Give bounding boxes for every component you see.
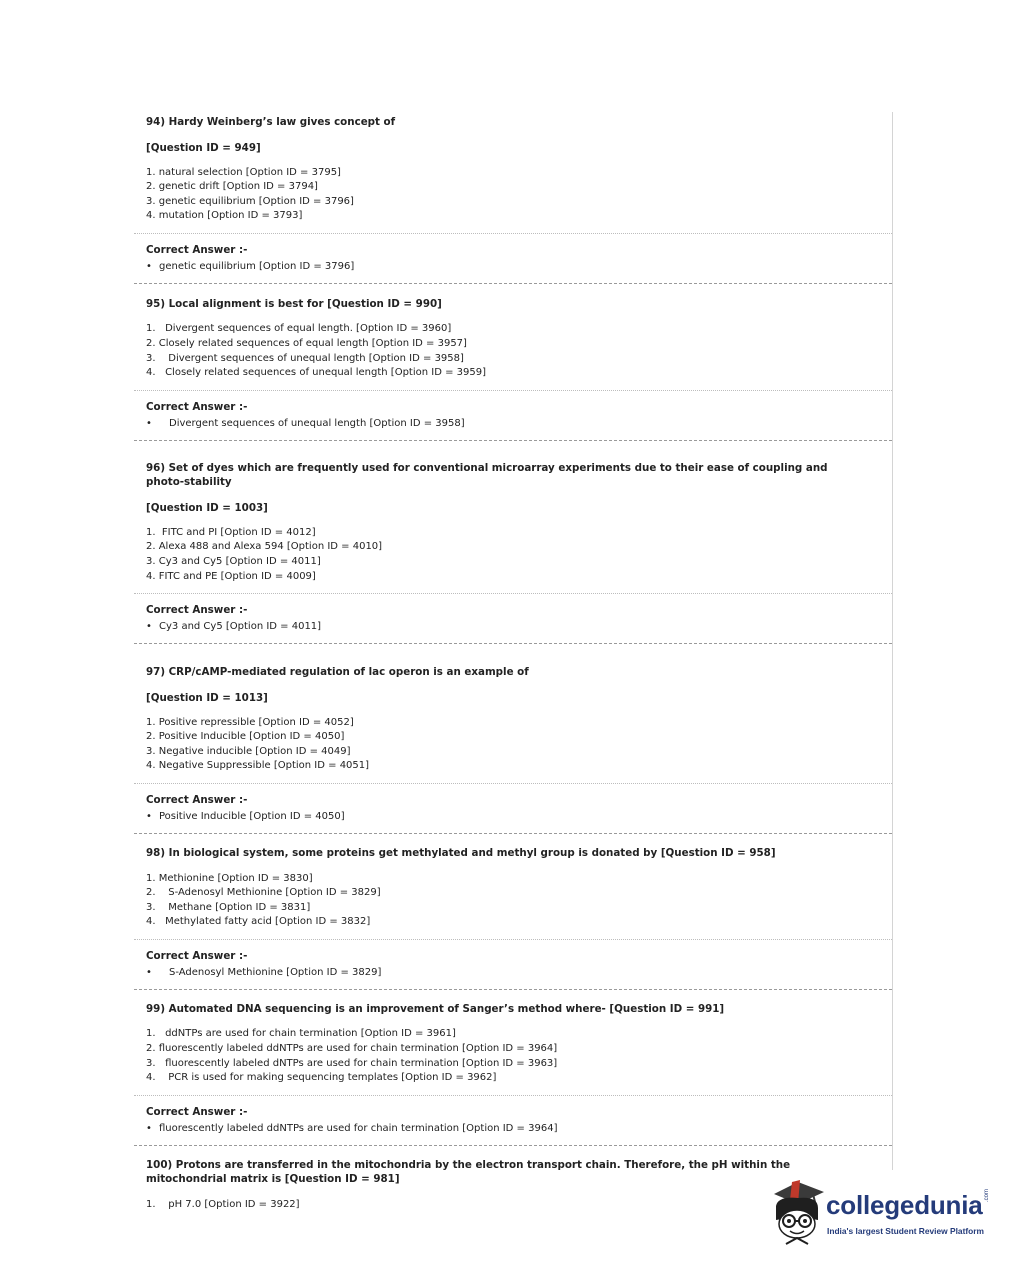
option-item: 3. genetic equilibrium [Option ID = 3796]	[146, 195, 354, 207]
question-text: 95) Local alignment is best for [Question ID = 990]	[146, 297, 442, 310]
correct-answer-97	[134, 784, 892, 834]
question-99	[134, 990, 892, 1096]
option-list	[146, 166, 880, 233]
option-list	[146, 322, 880, 389]
correct-answer-text: • genetic equilibrium [Option ID = 3796]	[146, 260, 355, 272]
option-list	[146, 872, 880, 939]
correct-answer-label: Correct Answer :-	[146, 604, 248, 617]
question-96	[134, 441, 892, 594]
option-item: 4. PCR is used for making sequencing templates [Option ID = 3962]	[146, 1072, 497, 1084]
bullet-icon: •	[146, 417, 152, 429]
question-text: 98) In biological system, some proteins get methylated and methyl group is donated by [Question ID = 958]	[146, 847, 776, 859]
option-item: 1. Positive repressible [Option ID = 4052]	[146, 716, 354, 728]
correct-answer-label: Correct Answer :-	[146, 794, 248, 806]
question-98	[134, 834, 892, 940]
question-sheet	[134, 112, 893, 1210]
correct-answer-label: Correct Answer :-	[146, 1105, 248, 1118]
correct-answer-98	[134, 940, 892, 990]
question-text: 99) Automated DNA sequencing is an improvement of Sanger’s method where- [Question ID = 991]	[146, 1002, 725, 1015]
option-item: 1. FITC and PI [Option ID = 4012]	[146, 526, 316, 538]
bullet-icon: •	[146, 1122, 152, 1134]
brand-tagline: India's largest Student Review Platform	[827, 1226, 984, 1236]
option-item: 2. Positive Inducible [Option ID = 4050]	[146, 731, 345, 743]
correct-answer-95	[134, 391, 892, 441]
question-id: [Question ID = 1003]	[146, 501, 268, 514]
option-item: 1. ddNTPs are used for chain termination [Option ID = 3961]	[146, 1028, 456, 1040]
option-list	[146, 716, 880, 783]
bullet-icon: •	[146, 621, 152, 633]
correct-answer-94	[134, 234, 892, 284]
option-item: 3. Cy3 and Cy5 [Option ID = 4011]	[146, 555, 321, 567]
option-list	[146, 1027, 880, 1094]
option-list	[146, 526, 880, 593]
option-item: 4. Negative Suppressible [Option ID = 4051]	[146, 760, 370, 772]
option-item: 2. Alexa 488 and Alexa 594 [Option ID = 4010]	[146, 541, 383, 553]
option-item: 3. Methane [Option ID = 3831]	[146, 901, 311, 913]
correct-answer-text: • fluorescently labeled ddNTPs are used for chain termination [Option ID = 3964]	[146, 1122, 558, 1134]
bullet-icon: •	[146, 966, 152, 978]
collegedunia-logo[interactable]	[768, 1176, 998, 1250]
question-97	[134, 644, 892, 784]
correct-answer-96	[134, 594, 892, 644]
option-item: 2. fluorescently labeled ddNTPs are used for chain termination [Option ID = 3964]	[146, 1042, 558, 1054]
option-item: 4. mutation [Option ID = 3793]	[146, 210, 303, 222]
question-text: 96) Set of dyes which are frequently used for conventional microarray experiments due to their ease of coupling and photo-stability	[146, 461, 828, 489]
correct-answer-99	[134, 1096, 892, 1146]
correct-answer-text: • Divergent sequences of unequal length [Option ID = 3958]	[146, 417, 465, 429]
option-item: 1. Methionine [Option ID = 3830]	[146, 872, 313, 884]
bullet-icon: •	[146, 260, 152, 272]
question-text: 94) Hardy Weinberg’s law gives concept of	[146, 116, 396, 128]
option-item: 4. Closely related sequences of unequal length [Option ID = 3959]	[146, 367, 486, 379]
option-item: 1. Divergent sequences of equal length. [Option ID = 3960]	[146, 323, 452, 335]
correct-answer-text: • Positive Inducible [Option ID = 4050]	[146, 811, 345, 822]
correct-answer-text: • S-Adenosyl Methionine [Option ID = 3829]	[146, 966, 382, 978]
question-id: [Question ID = 949]	[146, 141, 261, 154]
bullet-icon: •	[146, 811, 152, 822]
correct-answer-label: Correct Answer :-	[146, 243, 248, 256]
correct-answer-label: Correct Answer :-	[146, 949, 248, 962]
correct-answer-text: • Cy3 and Cy5 [Option ID = 4011]	[146, 621, 322, 633]
question-text: 97) CRP/cAMP-mediated regulation of lac operon is an example of	[146, 666, 529, 679]
correct-answer-label: Correct Answer :-	[146, 400, 248, 413]
question-id: [Question ID = 1013]	[146, 691, 268, 704]
question-text: 100) Protons are transferred in the mitochondria by the electron transport chain. Therefore, the pH within the mitochondrial matrix is [Question ID = 981]	[146, 1158, 791, 1186]
option-item: 4. FITC and PE [Option ID = 4009]	[146, 570, 316, 582]
option-item: 1. natural selection [Option ID = 3795]	[146, 166, 341, 178]
brand-domain: .com	[984, 1188, 990, 1202]
brand-name: collegedunia	[826, 1190, 983, 1220]
question-94	[134, 112, 892, 234]
option-item: 3. Negative inducible [Option ID = 4049]	[146, 745, 351, 757]
option-item: 3. fluorescently labeled dNTPs are used for chain termination [Option ID = 3963]	[146, 1057, 558, 1069]
option-item: 3. Divergent sequences of unequal length [Option ID = 3958]	[146, 352, 464, 364]
option-item: 2. genetic drift [Option ID = 3794]	[146, 181, 318, 193]
option-item: 4. Methylated fatty acid [Option ID = 3832]	[146, 916, 371, 928]
option-item: 2. S-Adenosyl Methionine [Option ID = 3829]	[146, 887, 381, 899]
option-item: 2. Closely related sequences of equal length [Option ID = 3957]	[146, 337, 467, 349]
question-95	[134, 284, 892, 391]
mascot-icon	[768, 1176, 828, 1250]
option-item: 1. pH 7.0 [Option ID = 3922]	[146, 1198, 300, 1210]
